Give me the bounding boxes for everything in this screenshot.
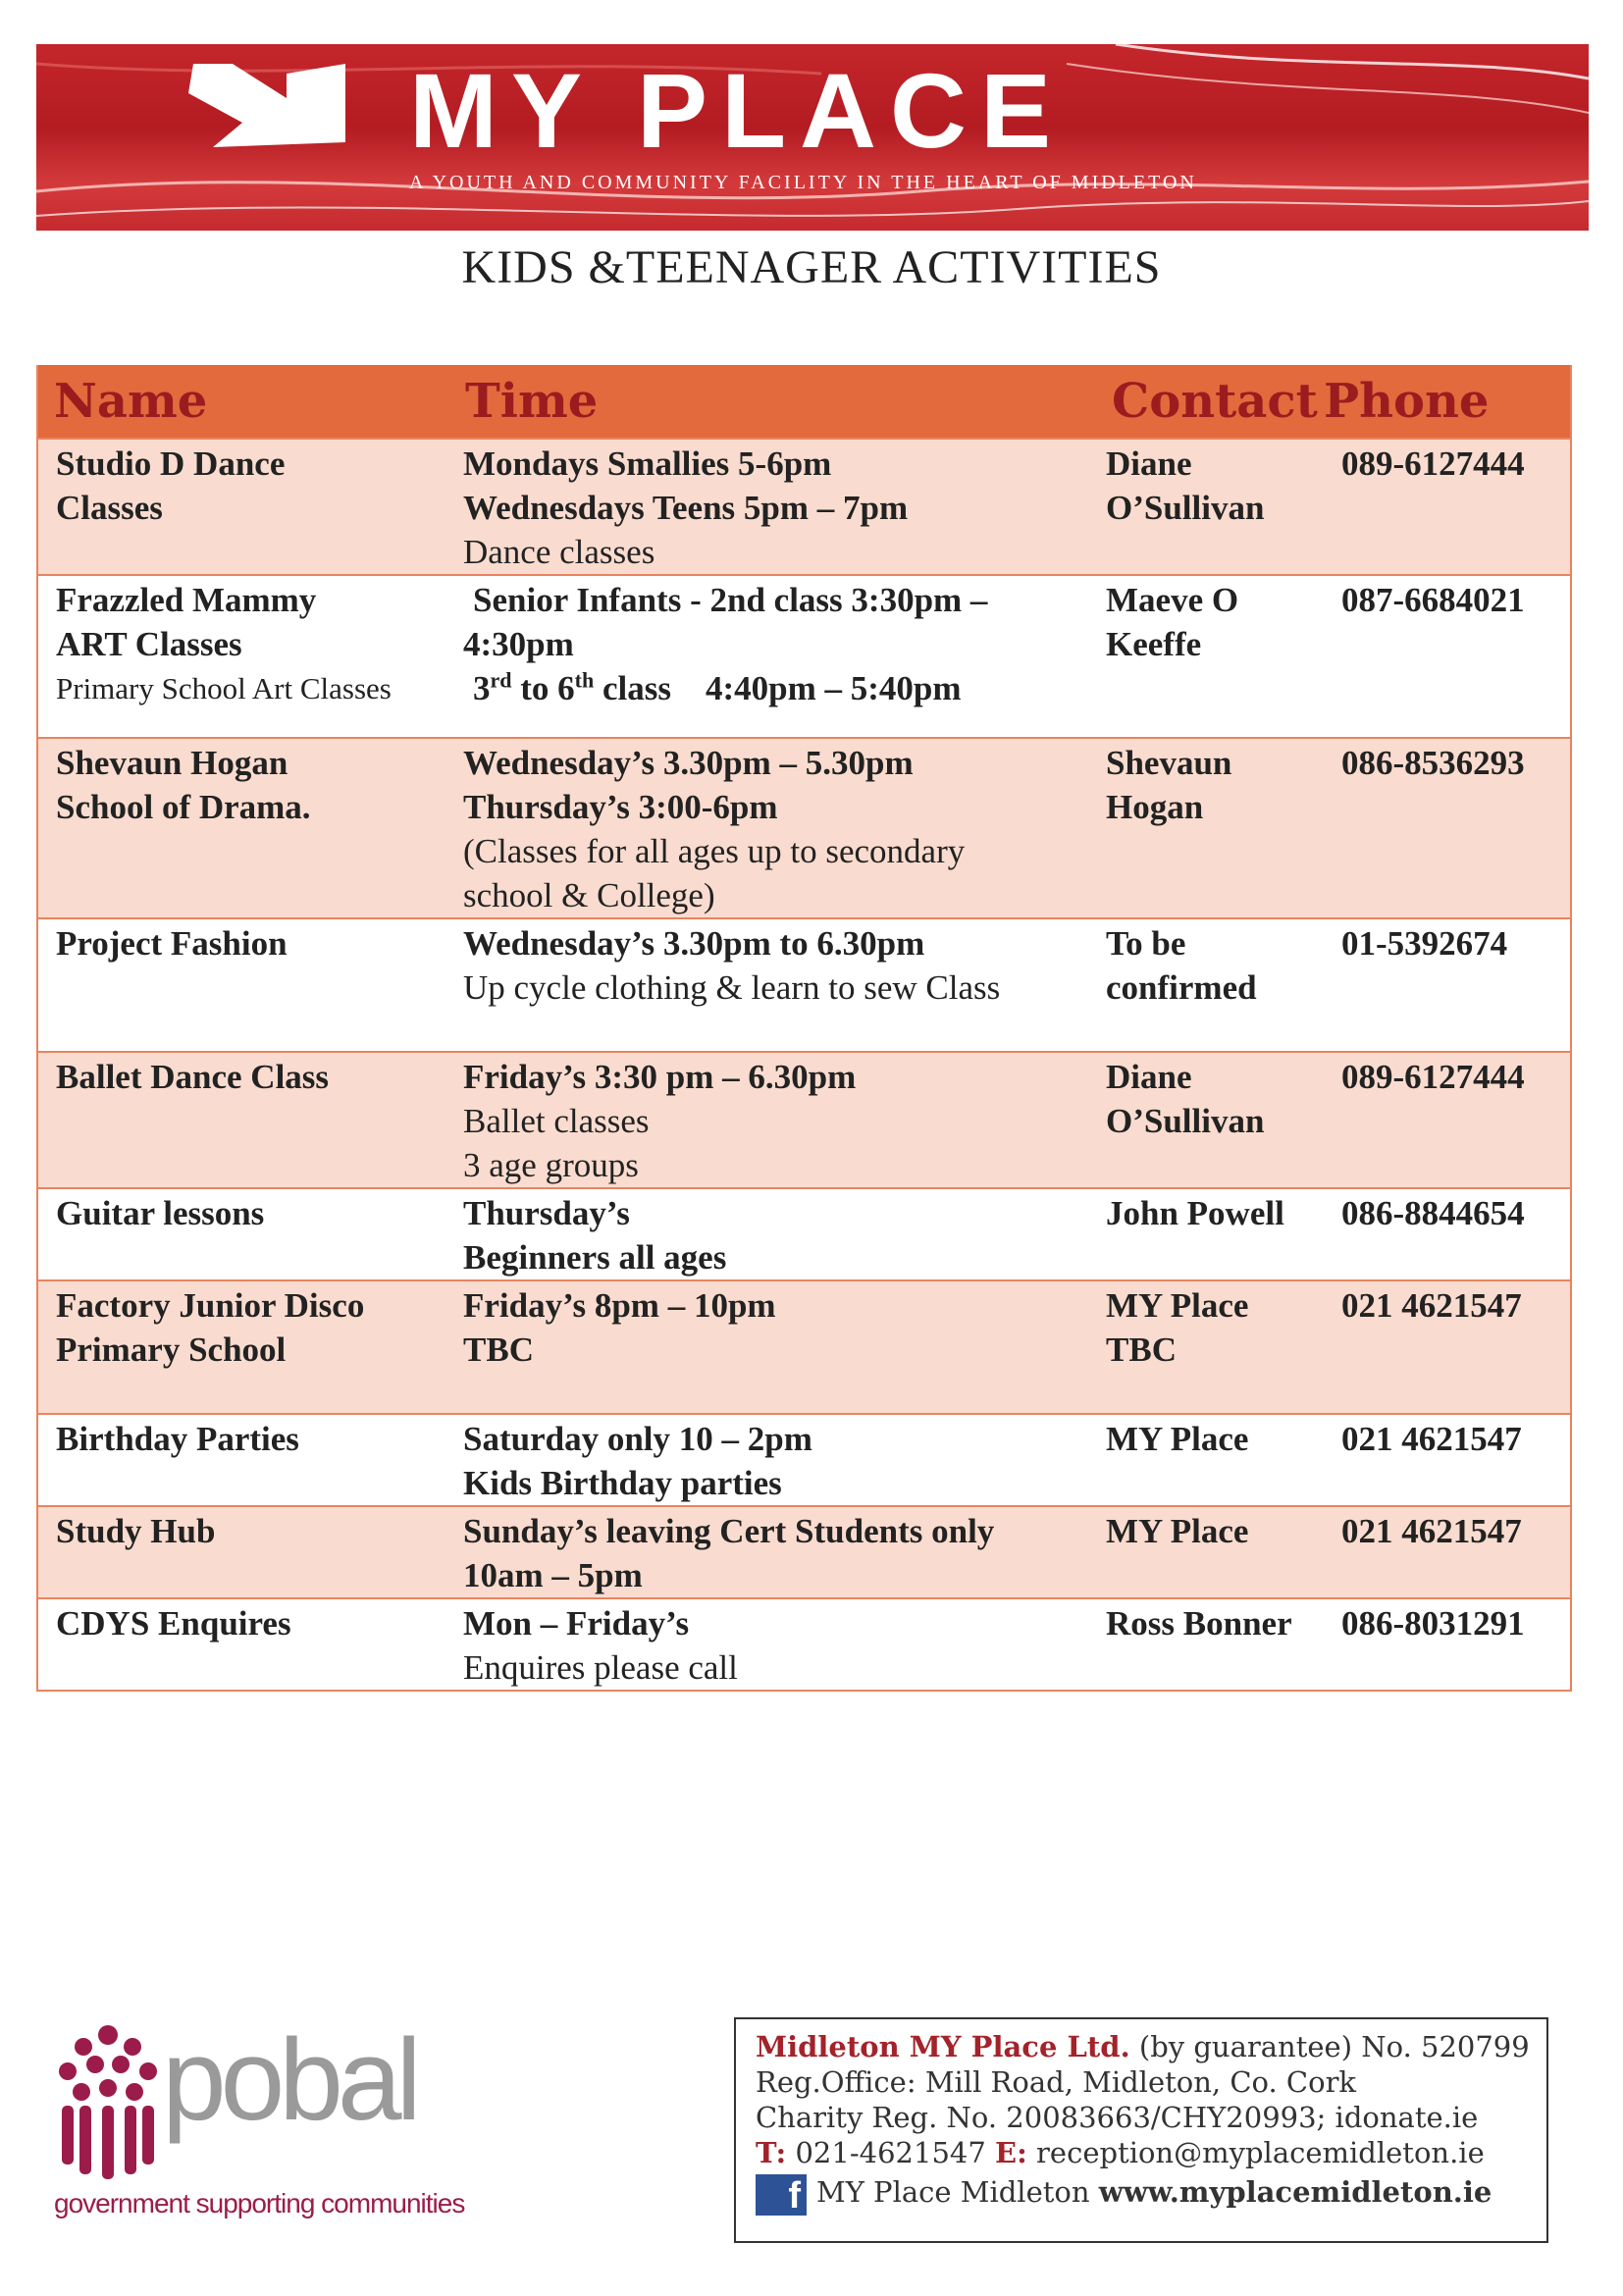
cell-contact	[1088, 439, 1324, 575]
company-name: Midleton MY Place Ltd.	[756, 2030, 1130, 2063]
row-time-note: school & College)	[463, 876, 715, 914]
row-contact-line: TBC	[1106, 1331, 1177, 1369]
cell-name	[37, 1052, 445, 1188]
row-contact-line: Maeve O	[1106, 581, 1239, 619]
cell-phone	[1324, 1414, 1571, 1506]
row-name-line: Study Hub	[56, 1512, 216, 1550]
row-phone: 01-5392674	[1341, 924, 1508, 963]
activities-table	[36, 365, 1570, 1692]
cell-time	[445, 1598, 1088, 1691]
row-phone: 089-6127444	[1341, 444, 1525, 483]
row-contact-line: Hogan	[1106, 788, 1204, 826]
table-row	[37, 1280, 1571, 1414]
cell-name	[37, 439, 445, 575]
cell-phone	[1324, 1280, 1571, 1414]
row-contact-line: Shevaun	[1106, 744, 1232, 782]
cell-phone	[1324, 1052, 1571, 1188]
facebook-label[interactable]: MY Place Midleton	[816, 2175, 1099, 2209]
banner	[36, 44, 1589, 231]
row-time-line: Wednesday’s 3.30pm – 5.30pm	[463, 744, 914, 782]
cell-name	[37, 1598, 445, 1691]
class-sup-end: th	[574, 667, 595, 693]
cell-time	[445, 918, 1088, 1052]
row-time-line: Thursday’s	[463, 1194, 630, 1232]
pobal-logo	[54, 2011, 465, 2227]
row-name-line: ART Classes	[56, 625, 242, 663]
class-to: to	[511, 669, 558, 707]
cell-name	[37, 918, 445, 1052]
row-contact-line: MY Place	[1106, 1286, 1249, 1325]
cell-contact	[1088, 575, 1324, 738]
facebook-line	[756, 2174, 1546, 2216]
row-contact-line: Keeffe	[1106, 625, 1202, 663]
row-contact-line: To be	[1106, 924, 1186, 963]
row-contact-line: MY Place	[1106, 1512, 1249, 1550]
pobal-tagline: government supporting communities	[54, 2188, 465, 2218]
row-name-line: Ballet Dance Class	[56, 1058, 330, 1096]
banner-title: MY PLACE	[409, 51, 1066, 170]
cell-name	[37, 1414, 445, 1506]
row-contact-line: John Powell	[1106, 1194, 1284, 1232]
table-header-row	[37, 365, 1571, 439]
cell-time	[445, 439, 1088, 575]
page-title: KIDS &TEENAGER ACTIVITIES	[461, 241, 1162, 293]
row-name-line: Shevaun Hogan	[56, 744, 288, 782]
row-time-note: Enquires please call	[463, 1648, 738, 1687]
row-name-line: CDYS Enquires	[56, 1604, 291, 1643]
row-time-line: Wednesdays Teens 5pm – 7pm	[463, 489, 909, 527]
pobal-wordmark: pobal	[162, 2015, 416, 2145]
row-name-line: Birthday Parties	[56, 1420, 299, 1458]
table-row	[37, 1188, 1571, 1280]
cell-phone	[1324, 575, 1571, 738]
header-contact: Contact	[1088, 365, 1324, 439]
row-phone: 021 4621547	[1341, 1286, 1522, 1325]
header-name: Name	[37, 365, 445, 439]
table-row	[37, 439, 1571, 575]
cell-contact	[1088, 1052, 1324, 1188]
row-name-line: Primary School	[56, 1331, 287, 1369]
row-phone: 021 4621547	[1341, 1420, 1522, 1458]
row-name-line: School of Drama.	[56, 788, 311, 826]
class-num-end: 6	[557, 669, 575, 707]
arrow-icon	[174, 54, 360, 152]
row-contact-line: Ross Bonner	[1106, 1604, 1292, 1643]
header-time: Time	[445, 365, 1088, 439]
row-name-line: Classes	[56, 489, 163, 527]
row-phone: 089-6127444	[1341, 1058, 1525, 1096]
row-contact-line: MY Place	[1106, 1420, 1249, 1458]
table-row	[37, 1052, 1571, 1188]
cell-time	[445, 738, 1088, 918]
row-time-line: Mon – Friday’s	[463, 1604, 690, 1643]
row-time-line: Senior Infants - 2nd class 3:30pm –	[473, 581, 988, 619]
table-row	[37, 575, 1571, 738]
row-contact-line: Diane	[1106, 444, 1192, 483]
cell-phone	[1324, 738, 1571, 918]
row-name-line: Project Fashion	[56, 924, 288, 963]
cell-contact	[1088, 918, 1324, 1052]
cell-phone	[1324, 1506, 1571, 1598]
table-row	[37, 918, 1571, 1052]
row-time-note: Dance classes	[463, 533, 655, 571]
cell-name	[37, 1188, 445, 1280]
company-reg: (by guarantee) No. 520799	[1129, 2030, 1530, 2063]
table-row	[37, 1414, 1571, 1506]
row-name-line: Factory Junior Disco	[56, 1286, 365, 1325]
website-link[interactable]: www.myplacemidleton.ie	[1098, 2175, 1492, 2209]
facebook-icon[interactable]: f	[756, 2174, 807, 2216]
cell-time	[445, 1414, 1088, 1506]
row-time-note: Ballet classes	[463, 1102, 650, 1140]
cell-phone	[1324, 918, 1571, 1052]
row-time-line: 10am – 5pm	[463, 1556, 643, 1594]
phone-email-line	[756, 2135, 1546, 2170]
row-time-line: 4:30pm	[463, 625, 574, 663]
row-name-line: Guitar lessons	[56, 1194, 265, 1232]
table-row	[37, 1598, 1571, 1691]
row-name-note: Primary School Art Classes	[56, 671, 392, 705]
cell-name	[37, 1506, 445, 1598]
cell-name	[37, 575, 445, 738]
row-time-note: 3 age groups	[463, 1146, 639, 1184]
row-phone: 086-8031291	[1341, 1604, 1525, 1643]
row-phone: 086-8844654	[1341, 1194, 1525, 1232]
cell-contact	[1088, 1280, 1324, 1414]
row-time-line: Sunday’s leaving Cert Students only	[463, 1512, 995, 1550]
cell-phone	[1324, 1188, 1571, 1280]
header-phone: Phone	[1324, 365, 1571, 439]
pobal-dots-icon	[54, 2017, 162, 2184]
cell-contact	[1088, 1188, 1324, 1280]
row-phone: 021 4621547	[1341, 1512, 1522, 1550]
class-sup-start: rd	[490, 667, 512, 693]
email-label: E:	[995, 2136, 1027, 2169]
cell-time	[445, 1506, 1088, 1598]
cell-time	[445, 1280, 1088, 1414]
office-line: Reg.Office: Mill Road, Midleton, Co. Cork	[756, 2065, 1357, 2099]
row-contact-line: O’Sullivan	[1106, 1102, 1265, 1140]
row-contact-line: O’Sullivan	[1106, 489, 1265, 527]
cell-time	[445, 575, 1088, 738]
row-phone: 087-6684021	[1341, 581, 1525, 619]
row-time-line: Friday’s 3:30 pm – 6.30pm	[463, 1058, 857, 1096]
row-time-note: (Classes for all ages up to secondary	[463, 832, 966, 870]
cell-contact	[1088, 738, 1324, 918]
cell-time	[445, 1188, 1088, 1280]
cell-phone	[1324, 1598, 1571, 1691]
row-time-line: Kids Birthday parties	[463, 1464, 782, 1502]
table-row	[37, 738, 1571, 918]
row-time-line: Wednesday’s 3.30pm to 6.30pm	[463, 924, 925, 963]
row-phone: 086-8536293	[1341, 744, 1525, 782]
charity-line: Charity Reg. No. 20083663/CHY20993; idonate.ie	[756, 2101, 1479, 2134]
footer-email[interactable]: reception@myplacemidleton.ie	[1026, 2136, 1485, 2169]
cell-phone	[1324, 439, 1571, 575]
row-time-line: TBC	[463, 1331, 534, 1369]
row-time-line: Thursday’s 3:00-6pm	[463, 788, 778, 826]
cell-contact	[1088, 1598, 1324, 1691]
row-time-note: Up cycle clothing & learn to sew Class	[463, 968, 1001, 1007]
cell-contact	[1088, 1506, 1324, 1598]
cell-contact	[1088, 1414, 1324, 1506]
row-time-line: Beginners all ages	[463, 1238, 727, 1277]
row-time-line: Saturday only 10 – 2pm	[463, 1420, 812, 1458]
phone-label: T:	[756, 2136, 787, 2169]
cell-name	[37, 1280, 445, 1414]
cell-name	[37, 738, 445, 918]
row-time-line: Friday’s 8pm – 10pm	[463, 1286, 776, 1325]
cell-time	[445, 1052, 1088, 1188]
footer-phone[interactable]: 021-4621547	[786, 2136, 996, 2169]
contact-info-box	[734, 2017, 1548, 2243]
row-name-line: Frazzled Mammy	[56, 581, 317, 619]
table-row	[37, 1506, 1571, 1598]
company-line	[756, 2029, 1546, 2064]
row-contact-line: confirmed	[1106, 968, 1257, 1007]
row-time-line: Mondays Smallies 5-6pm	[463, 444, 832, 483]
class-num-start: 3	[473, 669, 491, 707]
row-contact-line: Diane	[1106, 1058, 1192, 1096]
row-name-line: Studio D Dance	[56, 444, 286, 483]
class-time-rest: class 4:40pm – 5:40pm	[594, 669, 962, 707]
banner-subtitle: A YOUTH AND COMMUNITY FACILITY IN THE HEART OF MIDLETON	[409, 172, 1197, 193]
row-time-class-line	[463, 666, 1078, 710]
